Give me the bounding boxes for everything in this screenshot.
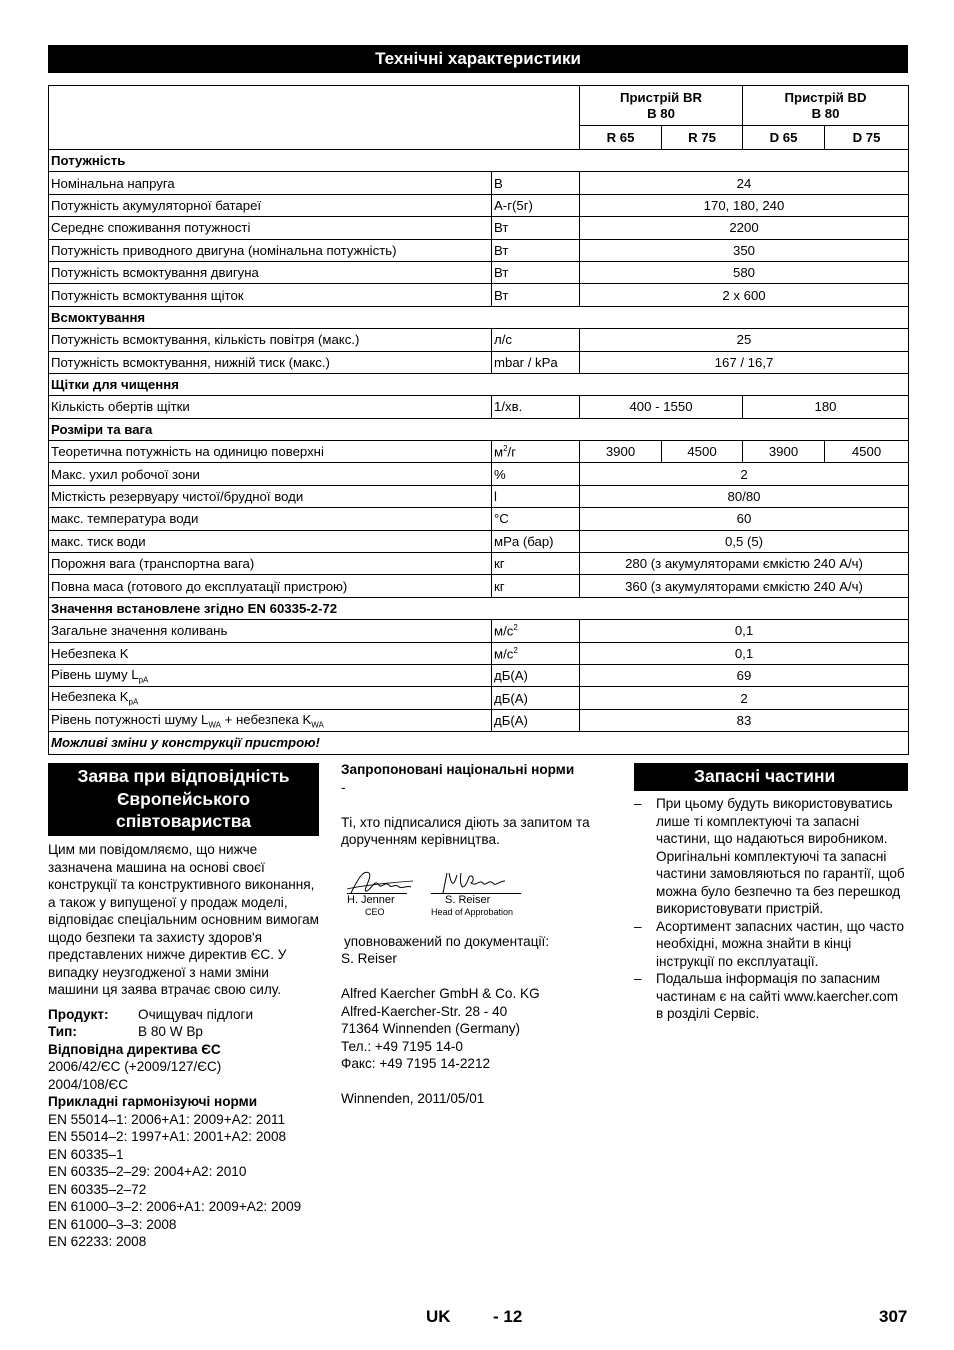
- table-header-row: [49, 86, 909, 126]
- table-row: Рівень потужності шуму $L_{WA}$ + небезпека $K_{WA}$ дБ(А) 83: [49, 709, 909, 731]
- signer-1-role: CEO: [365, 906, 385, 917]
- signer-2-role: Head of Approbation: [431, 906, 514, 917]
- header-bd: Пристрій BD B 80: [743, 86, 909, 126]
- signatures: [341, 863, 613, 923]
- norm-item: EN 55014–2: 1997+A1: 2001+A2: 2008: [48, 1129, 287, 1144]
- section-power: Потужність: [49, 150, 909, 172]
- table-row: Місткість резервуару чистої/брудної води l 80/80: [49, 485, 909, 507]
- footer-local-page: - 12: [493, 1307, 523, 1326]
- table-row: Номінальна напруга В 24: [49, 172, 909, 194]
- list-item: – При цьому будуть використовуватись лише ті комплектуючі та запасні частини, що надаються виробником. Оригінальні комплектуючі та запасні частини замовляються по гарантії, щоб можна було безпечно та без перешкод використовувати пристрій.: [634, 796, 905, 916]
- company-fax: Факс: +49 7195 14-2212: [341, 1056, 491, 1071]
- table-row: Теоретична потужність на одиницю поверхні $м^2/г$ 3900 4500 3900 4500: [49, 441, 909, 463]
- middle-column: [341, 761, 613, 1108]
- norm-item: EN 60335–2–29: 2004+A2: 2010: [48, 1164, 247, 1179]
- signer-1-name: H. Jenner: [347, 893, 407, 907]
- signers-text: Ті, хто підписалися діють за запитом та дорученням керівництва.: [341, 814, 590, 847]
- table-row: Загальне значення коливань $м/с^2$ 0,1: [49, 620, 909, 642]
- company-city: 71364 Winnenden (Germany): [341, 1021, 521, 1036]
- type-row: Тип: B 80 W Bp: [48, 1024, 203, 1039]
- specs-table: [48, 85, 909, 755]
- company-street: Alfred-Kaercher-Str. 28 - 40: [341, 1003, 508, 1019]
- norm-item: EN 61000–3–2: 2006+A1: 2009+A2: 2009: [48, 1199, 302, 1214]
- table-row: Рівень шуму $L_{pA}$ дБ(А) 69: [49, 664, 909, 686]
- table-row: Потужність акумуляторної батареї А-г(5г) 170, 180, 240: [49, 194, 909, 216]
- table-row: Потужність всмоктування, нижній тиск (макс.) mbar / kPa 167 / 16,7: [49, 351, 909, 373]
- national-norms-title: Запропоновані національні норми: [341, 762, 575, 777]
- list-item: – Асортимент запасних частин, що часто необхідні, можна знайти в кінці інструкції по експлуатації.: [634, 918, 905, 969]
- section-brushes: Щітки для чищення: [49, 373, 909, 395]
- table-note: Можливі зміни у конструкції пристрою!: [49, 732, 909, 754]
- directives-title: Відповідна директива ЄС: [48, 1041, 221, 1057]
- company-name: Alfred Kaercher GmbH & Co. KG: [341, 986, 540, 1001]
- spare-parts-title: Запасні частини: [634, 763, 908, 791]
- table-row: Потужність всмоктування двигуна Вт 580: [49, 261, 909, 283]
- table-row: Макс. ухил робочої зони % 2: [49, 463, 909, 485]
- table-row: Небезпека K $м/с^2$ 0,1: [49, 642, 909, 664]
- specs-title: Технічні характеристики: [48, 45, 908, 73]
- variant-d75: D 75: [825, 126, 909, 150]
- declaration-column: [48, 841, 320, 1251]
- section-dimensions: Розміри та вага: [49, 418, 909, 440]
- signer-2-name: S. Reiser: [431, 893, 521, 907]
- variant-r65: R 65: [580, 126, 662, 150]
- variant-d65: D 65: [743, 126, 825, 150]
- table-row: макс. температура води °C 60: [49, 508, 909, 530]
- norm-item: EN 60335–2–72: [48, 1181, 147, 1197]
- table-row: Кількість обертів щітки 1/хв. 400 - 1550 180: [49, 396, 909, 418]
- norms-title: Прикладні гармонізуючі норми: [48, 1094, 258, 1109]
- authorized-name: S. Reiser: [341, 951, 397, 966]
- variant-r75: R 75: [662, 126, 743, 150]
- norm-item: EN 55014–1: 2006+A1: 2009+A2: 2011: [48, 1111, 286, 1127]
- national-norms-value: -: [341, 779, 346, 795]
- table-row: Потужність приводного двигуна (номінальна потужність) Вт 350: [49, 239, 909, 261]
- table-row: Потужність всмоктування щіток Вт 2 x 600: [49, 284, 909, 306]
- footer-language: UK: [426, 1307, 451, 1326]
- directive-item: 2004/108/ЄС: [48, 1076, 129, 1092]
- norm-item: EN 62233: 2008: [48, 1234, 147, 1249]
- norm-item: EN 60335–1: [48, 1146, 124, 1162]
- table-row: Потужність всмоктування, кількість повітря (макс.) л/с 25: [49, 329, 909, 351]
- norm-item: EN 61000–3–3: 2008: [48, 1216, 177, 1232]
- section-suction: Всмоктування: [49, 306, 909, 328]
- table-row: макс. тиск води мPa (бар) 0,5 (5): [49, 530, 909, 552]
- list-item: – Подальша інформація по запасним частинам є на сайті www.kaercher.com в розділі Сервіс.: [634, 971, 899, 1021]
- footer-page-number: 307: [879, 1307, 908, 1326]
- section-en: Значення встановлене згідно EN 60335-2-72: [49, 597, 909, 619]
- directive-item: 2006/42/ЄС (+2009/127/ЄС): [48, 1059, 222, 1074]
- header-br: Пристрій BR B 80: [580, 86, 743, 126]
- product-row: Продукт: Очищувач підлоги: [48, 1006, 254, 1022]
- table-row: Повна маса (готового до експлуатації пристрою) кг 360 (з акумуляторами ємкістю 240 А/ч): [49, 575, 909, 597]
- declaration-body: Цим ми повідомляємо, що нижче зазначена машина на основі своєї конструкції та конструктивного виконання, а також у випущеної у продаж моделі, відповідає спеціальним основним вимогам щодо безпеки та захисту здоров'я представлених нижче директив ЄС. У випадку неузгодженої з нами зміни машини ця заява втрачає свою силу.: [48, 842, 320, 997]
- company-phone: Тел.: +49 7195 14-0: [341, 1038, 463, 1054]
- declaration-title: Заява при відповідність Європейського співтовариства: [48, 763, 319, 836]
- table-row: Небезпека $K_{pA}$ дБ(А) 2: [49, 687, 909, 709]
- table-row: Середнє споживання потужності Вт 2200: [49, 217, 909, 239]
- spare-parts-column: [634, 795, 908, 1023]
- table-row: Порожня вага (транспортна вага) кг 280 (з акумуляторами ємкістю 240 А/ч): [49, 553, 909, 575]
- authorized-label: уповноважений по документації:: [344, 933, 550, 949]
- place-date: Winnenden, 2011/05/01: [341, 1091, 485, 1106]
